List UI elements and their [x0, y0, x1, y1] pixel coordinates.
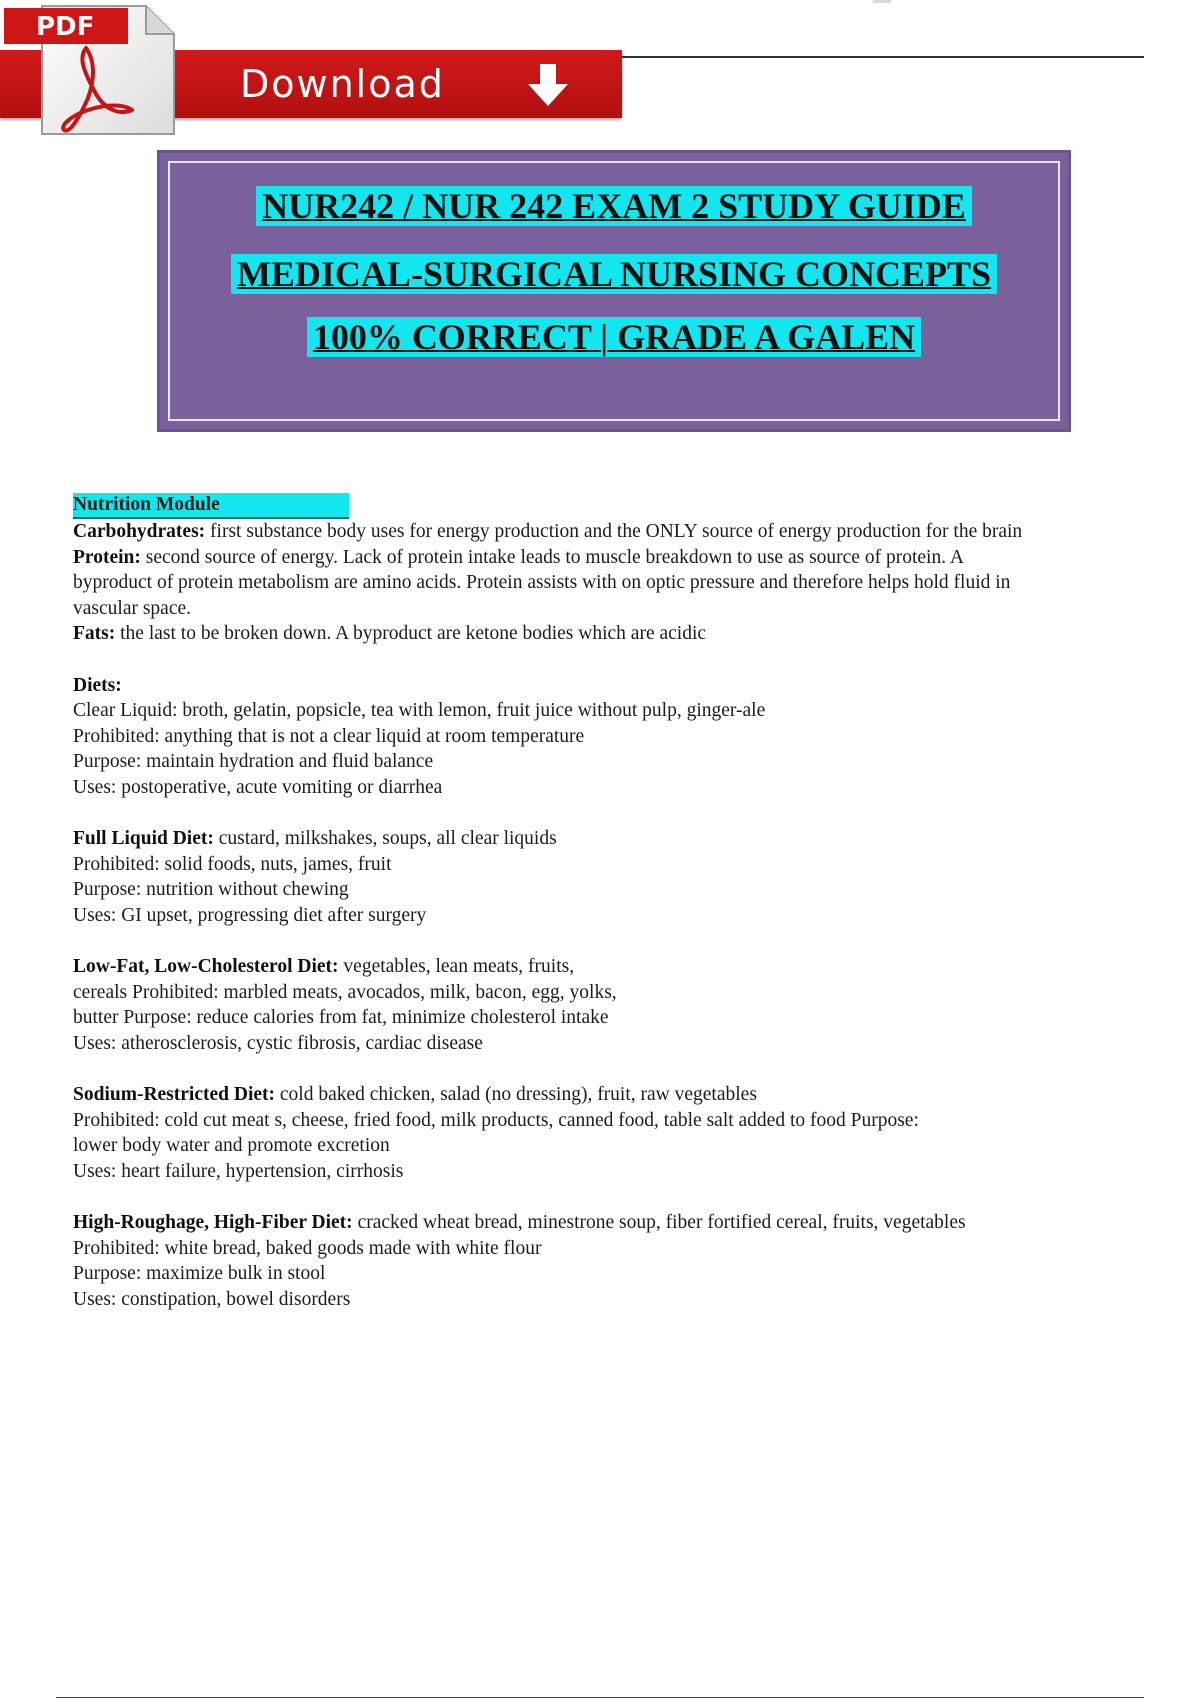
download-label: Download	[240, 62, 445, 106]
diets-heading: Diets:	[73, 674, 122, 696]
full-liquid-line: Purpose: nutrition without chewing	[73, 879, 349, 901]
pdf-file-icon	[0, 0, 180, 138]
document-title: NUR242 / NUR 242 EXAM 2 STUDY GUIDE	[160, 185, 1068, 227]
clear-liquid-line: Uses: postoperative, acute vomiting or diarrhea	[73, 776, 443, 798]
protein-entry-line: vascular space.	[73, 597, 192, 619]
high-fiber-line: Purpose: maximize bulk in stool	[73, 1263, 326, 1285]
low-fat-line: butter Purpose: reduce calories from fat, minimize cholesterol intake	[73, 1007, 609, 1029]
document-subtitle: MEDICAL-SURGICAL NURSING CONCEPTS	[160, 253, 1068, 295]
clear-liquid-line: Clear Liquid: broth, gelatin, popsicle, tea with lemon, fruit juice without pulp, ginger-ale	[73, 700, 766, 722]
carbohydrates-entry: Carbohydrates: first substance body uses for energy production and the ONLY source of energy production for the brain	[73, 521, 1023, 542]
high-fiber-line: Prohibited: white bread, baked goods made with white flour	[73, 1237, 542, 1259]
module-heading: Nutrition Module	[73, 493, 349, 519]
clear-liquid-line: Purpose: maintain hydration and fluid balance	[73, 751, 434, 773]
scan-artifact	[873, 0, 891, 3]
low-fat-diet: Low-Fat, Low-Cholesterol Diet: vegetables, lean meats, fruits,	[73, 956, 575, 978]
document-grade-line: 100% CORRECT | GRADE A GALEN	[160, 316, 1068, 358]
sodium-restricted-diet: Sodium-Restricted Diet: cold baked chicken, salad (no dressing), fruit, raw vegetables	[73, 1084, 757, 1106]
title-box	[157, 150, 1071, 432]
download-arrow-icon	[524, 62, 572, 108]
full-liquid-line: Uses: GI upset, progressing diet after surgery	[73, 904, 427, 926]
full-liquid-line: Prohibited: solid foods, nuts, james, fruit	[73, 853, 392, 875]
low-fat-line: cereals Prohibited: marbled meats, avocados, milk, bacon, egg, yolks,	[73, 981, 617, 1003]
clear-liquid-line: Prohibited: anything that is not a clear liquid at room temperature	[73, 725, 585, 747]
low-fat-line: Uses: atherosclerosis, cystic fibrosis, cardiac disease	[73, 1032, 483, 1054]
header-rule	[622, 56, 1144, 58]
high-fiber-line: Uses: constipation, bowel disorders	[73, 1288, 351, 1310]
protein-entry: Protein: second source of energy. Lack of protein intake leads to muscle breakdown to use as source of protein. A	[73, 546, 964, 568]
protein-entry-line: byproduct of protein metabolism are amino acids. Protein assists with on optic pressure and therefore helps hold fluid in	[73, 572, 1011, 594]
full-liquid-diet: Full Liquid Diet: custard, milkshakes, soups, all clear liquids	[73, 828, 557, 850]
fats-entry: Fats: the last to be broken down. A byproduct are ketone bodies which are acidic	[73, 623, 707, 645]
sodium-line: Uses: heart failure, hypertension, cirrhosis	[73, 1160, 404, 1182]
pdf-badge-text: PDF	[36, 12, 95, 42]
footer-rule	[56, 1697, 1144, 1698]
sodium-line: lower body water and promote excretion	[73, 1135, 390, 1157]
high-fiber-diet: High-Roughage, High-Fiber Diet: cracked wheat bread, minestrone soup, fiber fortified cereal, fruits, vegetables	[73, 1212, 966, 1234]
document-body	[73, 492, 1143, 1312]
sodium-line: Prohibited: cold cut meat s, cheese, fried food, milk products, canned food, table salt added to food Purpose:	[73, 1109, 919, 1131]
